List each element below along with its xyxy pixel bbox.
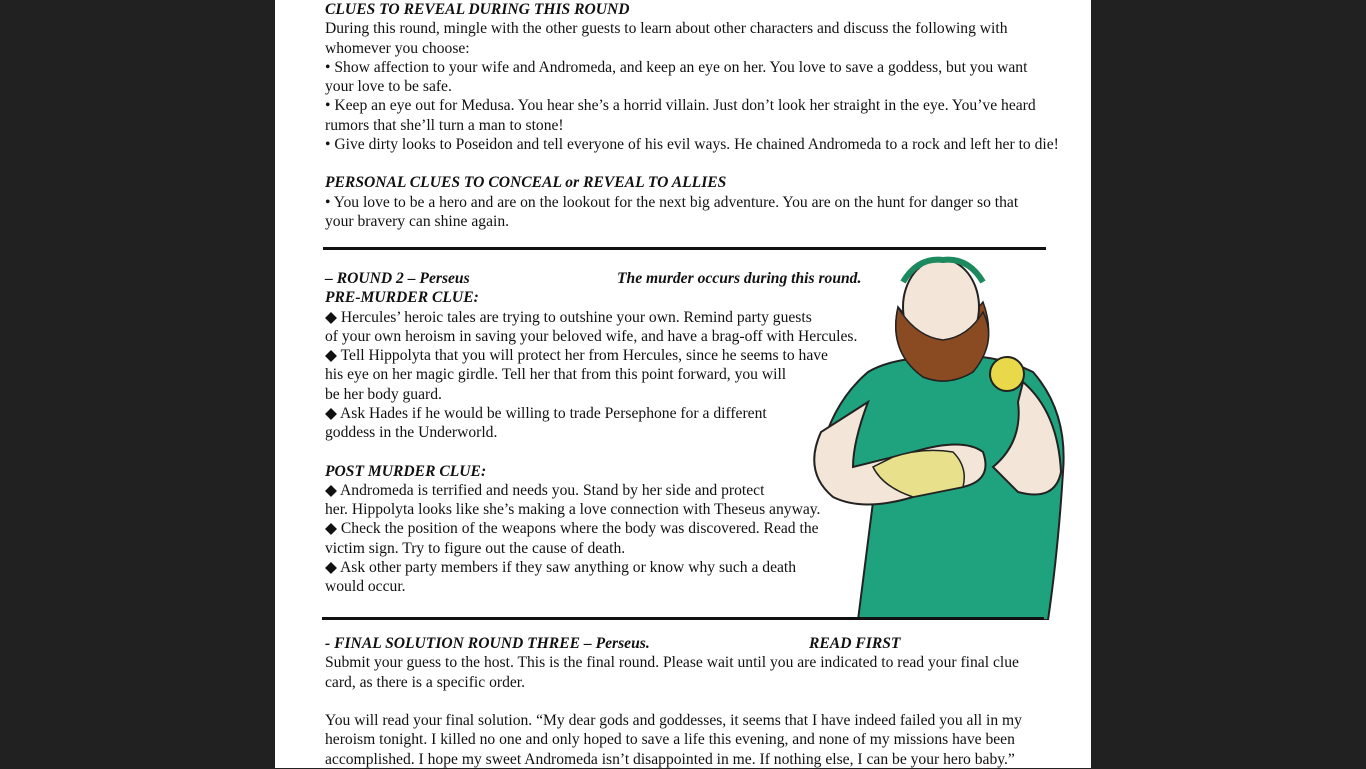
- text-line: • Show affection to your wife and Andromeda, and keep an eye on her. You love to save a goddess, but you want: [325, 58, 1028, 76]
- round-title: – ROUND 2 – Perseus: [325, 270, 470, 287]
- clue-line: ◆ Tell Hippolyta that you will protect her from Hercules, since he seems to have: [325, 347, 828, 364]
- text-line: heroism tonight. I killed no one and only hoped to save a life this evening, and none of my missions have been: [325, 731, 1015, 749]
- text-line: rumors that she’ll turn a man to stone!: [325, 116, 564, 134]
- read-first-note: READ FIRST: [809, 635, 901, 652]
- round-2-section: [325, 269, 862, 596]
- clues-to-reveal-section: [325, 0, 1059, 231]
- clue-line: of your own heroism in saving your beloved wife, and have a brag-off with Hercules.: [325, 327, 858, 345]
- clue-line: ◆ Hercules’ heroic tales are trying to outshine your own. Remind party guests: [325, 308, 812, 326]
- text-line: whomever you choose:: [325, 39, 470, 57]
- text-line: Submit your guess to the host. This is the final round. Please wait until you are indicated to read your final clue: [325, 654, 1019, 672]
- round-2-title-row: [325, 269, 862, 288]
- text-line: • Give dirty looks to Poseidon and tell everyone of his evil ways. He chained Andromeda to a rock and left her to die!: [325, 135, 1059, 153]
- clue-line: his eye on her magic girdle. Tell her that from this point forward, you will: [325, 366, 787, 384]
- divider: [323, 247, 1046, 250]
- text-line: • Keep an eye out for Medusa. You hear she’s a horrid villain. Just don’t look her straight in the eye. You’ve heard: [325, 97, 1036, 115]
- post-murder-heading: POST MURDER CLUE:: [325, 462, 487, 480]
- text-line: You will read your final solution. “My dear gods and goddesses, it seems that I have indeed failed you all in my: [325, 712, 1022, 729]
- final-solution-section: [325, 634, 1022, 769]
- clue-line: be her body guard.: [325, 385, 442, 403]
- text-line: your bravery can shine again.: [325, 212, 510, 230]
- clue-line: ◆ Ask Hades if he would be willing to trade Persephone for a different: [325, 404, 767, 422]
- text-line: During this round, mingle with the other guests to learn about other characters and discuss the following with: [325, 20, 1008, 38]
- clue-line: ◆ Ask other party members if they saw anything or know why such a death: [325, 558, 797, 576]
- text-line: accomplished. I hope my sweet Andromeda isn’t disappointed in me. If nothing else, I can be your hero baby.”: [325, 750, 1015, 768]
- clue-line: ◆ Andromeda is terrified and needs you. Stand by her side and protect: [325, 481, 765, 499]
- section-heading: PERSONAL CLUES TO CONCEAL or REVEAL TO ALLIES: [325, 174, 727, 192]
- clue-line: victim sign. Try to figure out the cause of death.: [325, 539, 626, 557]
- clue-line: her. Hippolyta looks like she’s making a love connection with Theseus anyway.: [325, 501, 821, 518]
- final-title: - FINAL SOLUTION ROUND THREE – Perseus.: [325, 635, 650, 652]
- text-line: your love to be safe.: [325, 78, 452, 95]
- document-page: [275, 0, 1091, 768]
- clue-line: would occur.: [325, 578, 406, 595]
- pre-murder-heading: PRE-MURDER CLUE:: [325, 289, 479, 307]
- clue-line: goddess in the Underworld.: [325, 424, 498, 441]
- clue-line: ◆ Check the position of the weapons where the body was discovered. Read the: [325, 520, 819, 538]
- round-note: The murder occurs during this round.: [617, 270, 862, 287]
- text-line: • You love to be a hero and are on the lookout for the next big adventure. You are on the hunt for danger so that: [325, 193, 1019, 211]
- divider: [322, 617, 1044, 620]
- section-heading: CLUES TO REVEAL DURING THIS ROUND: [325, 1, 630, 18]
- text-line: card, as there is a specific order.: [325, 673, 526, 691]
- final-title-row: [325, 634, 1022, 653]
